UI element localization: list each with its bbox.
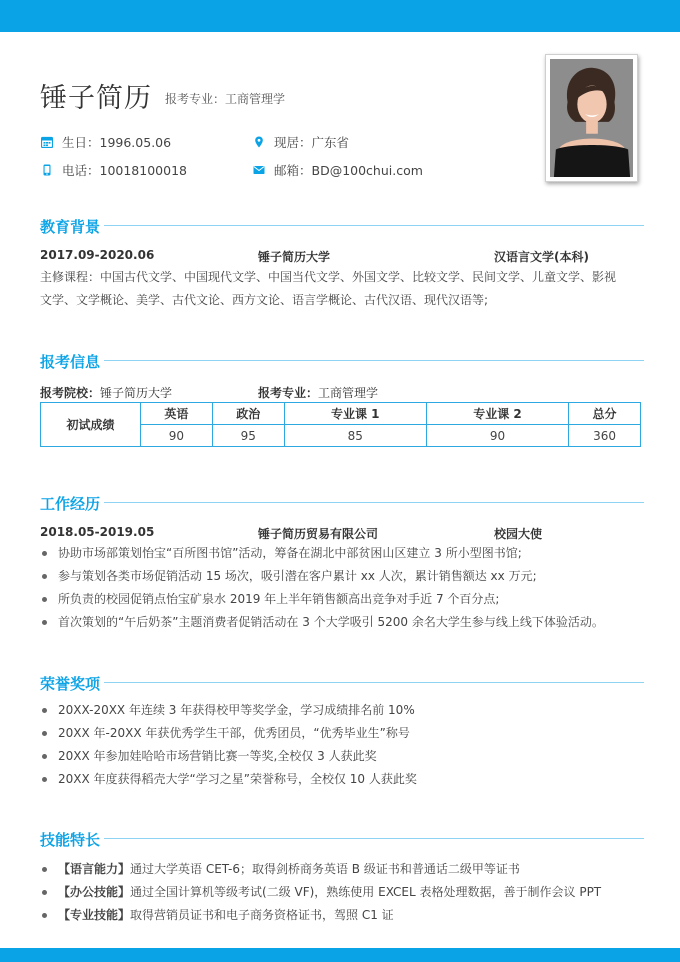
resume-name: 锤子简历 (40, 83, 152, 114)
education-major: 汉语言文学(本科) (494, 250, 589, 264)
list-item: 20XX 年-20XX 年获优秀学生干部，优秀团员，“优秀毕业生”称号 (40, 722, 417, 745)
score-header-row (41, 403, 641, 425)
phone-icon (40, 163, 54, 177)
exam-score-table (40, 402, 641, 447)
work-list (40, 542, 604, 634)
skill-label: 【语言能力】 (58, 862, 131, 876)
list-item (40, 881, 601, 904)
resume-header (40, 76, 152, 115)
skills-divider (104, 838, 644, 839)
score-value-cell: 360 (569, 425, 641, 447)
list-item: 所负责的校园促销点怡宝矿泉水 2019 年上半年销售额高出竞争对手近 7 个百分点; (40, 588, 604, 611)
honors-list (40, 699, 417, 791)
honors-divider (104, 682, 644, 683)
birthday-info (40, 133, 171, 151)
education-period: 2017.09-2020.06 (40, 248, 155, 262)
exam-school-value: 锤子简历大学 (100, 386, 173, 400)
education-courses-line-1: 主修课程：中国古代文学、中国现代文学、中国当代文学、外国文学、比较文学、民间文学、儿童文学、影视 (40, 270, 617, 284)
phone-info (40, 161, 187, 179)
exam-major-label: 报考专业： (258, 386, 319, 400)
honors-section-title: 荣誉奖项 (40, 675, 101, 693)
work-role: 校园大使 (494, 527, 543, 541)
work-company: 锤子简历贸易有限公司 (258, 527, 379, 541)
list-item (40, 858, 601, 881)
birthday-text: 生日：1996.05.06 (62, 135, 172, 150)
score-row-label: 初试成绩 (41, 403, 141, 447)
skill-text: 通过全国计算机等级考试(二级 VF)，熟练使用 EXCEL 表格处理数据，善于制作会议 PPT (130, 885, 602, 899)
education-section-title: 教育背景 (40, 218, 101, 236)
resume-subtitle: 报考专业：工商管理学 (165, 92, 286, 106)
score-header-cell: 政治 (212, 403, 284, 425)
list-item: 协助市场部策划怡宝“百所图书馆”活动，筹备在湖北中部贫困山区建立 3 所小型图书馆; (40, 542, 604, 565)
list-item: 参与策划各类市场促销活动 15 场次，吸引潜在客户累计 xx 人次，累计销售额达 xx 万元; (40, 565, 604, 588)
education-courses-line-2: 文学、文学概论、美学、古代文论、西方文论、语言学概论、古代汉语、现代汉语等; (40, 293, 489, 307)
skill-text: 取得营销员证书和电子商务资格证书，驾照 C1 证 (130, 908, 394, 922)
score-header-cell: 专业课 1 (284, 403, 426, 425)
work-divider (104, 502, 644, 503)
work-period: 2018.05-2019.05 (40, 525, 155, 539)
education-school: 锤子简历大学 (258, 250, 331, 264)
score-value-cell: 90 (141, 425, 213, 447)
score-header-cell: 英语 (141, 403, 213, 425)
top-accent-bar (0, 0, 680, 32)
email-text: 邮箱：BD@100chui.com (274, 163, 423, 178)
mail-icon (252, 163, 266, 177)
list-item: 20XX-20XX 年连续 3 年获得校甲等奖学金，学习成绩排名前 10% (40, 699, 417, 722)
education-courses (40, 266, 645, 312)
profile-photo (545, 54, 638, 182)
profile-photo-image (550, 59, 633, 177)
score-header-cell: 专业课 2 (426, 403, 568, 425)
skill-label: 【办公技能】 (58, 885, 131, 899)
score-header-cell: 总分 (569, 403, 641, 425)
map-pin-icon (252, 135, 266, 149)
list-item: 20XX 年度获得稻壳大学“学习之星”荣誉称号，全校仅 10 人获此奖 (40, 768, 417, 791)
bottom-accent-bar (0, 948, 680, 962)
location-text: 现居：广东省 (274, 135, 350, 150)
score-value-cell: 90 (426, 425, 568, 447)
list-item (40, 904, 601, 927)
skill-label: 【专业技能】 (58, 908, 131, 922)
skills-list (40, 858, 601, 927)
skill-text: 通过大学英语 CET-6；取得剑桥商务英语 B 级证书和普通话二级甲等证书 (130, 862, 520, 876)
skills-section-title: 技能特长 (40, 831, 101, 849)
location-info (252, 133, 349, 151)
score-value-cell: 95 (212, 425, 284, 447)
education-divider (104, 225, 644, 226)
exam-school (40, 384, 172, 401)
email-info (252, 161, 423, 179)
exam-divider (104, 360, 644, 361)
phone-text: 电话：10018100018 (62, 163, 187, 178)
exam-major (258, 384, 378, 401)
score-value-cell: 85 (284, 425, 426, 447)
list-item: 首次策划的“午后奶茶”主题消费者促销活动在 3 个大学吸引 5200 余名大学生参与线上线下体验活动。 (40, 611, 604, 634)
exam-section-title: 报考信息 (40, 353, 101, 371)
exam-school-label: 报考院校： (40, 386, 101, 400)
exam-major-value: 工商管理学 (318, 386, 379, 400)
work-section-title: 工作经历 (40, 495, 101, 513)
calendar-icon (40, 135, 54, 149)
list-item: 20XX 年参加娃哈哈市场营销比赛一等奖,全校仅 3 人获此奖 (40, 745, 417, 768)
